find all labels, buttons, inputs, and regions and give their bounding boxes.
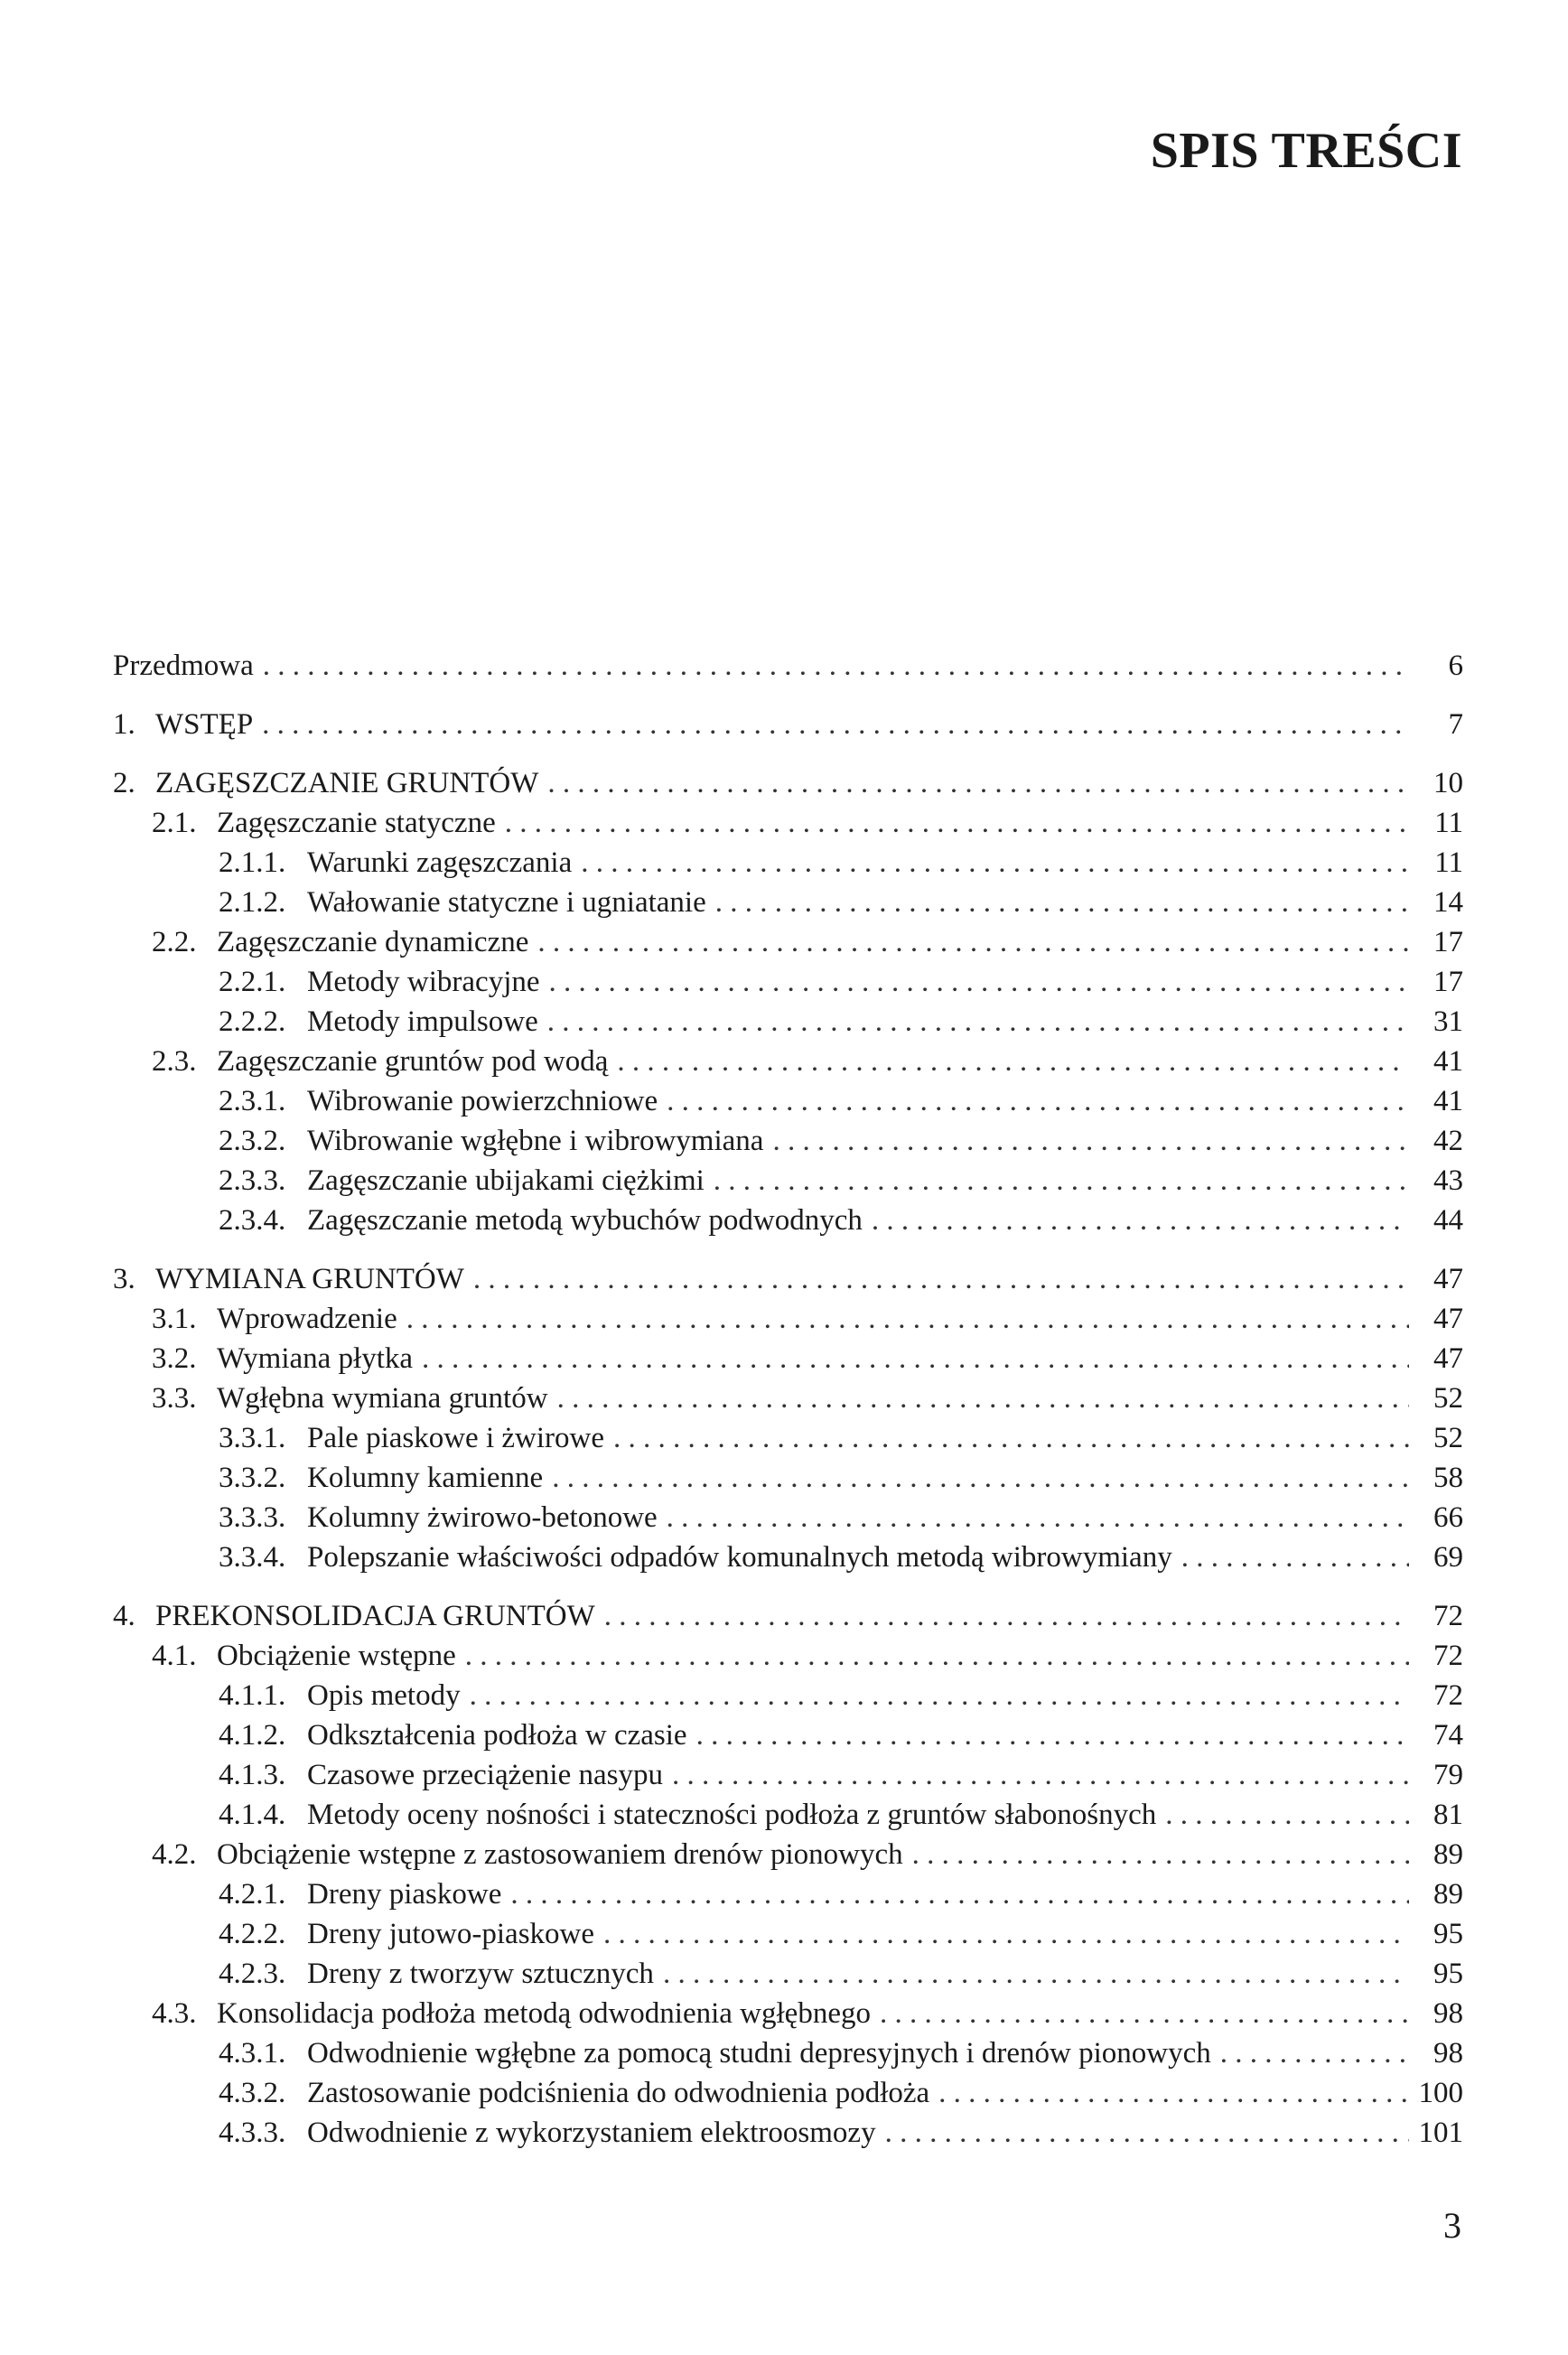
dot-leader [912, 1835, 1409, 1874]
toc-entry-number: 2.2.2. [219, 1005, 286, 1038]
toc-subsection-3-3-1[interactable] [113, 1418, 1463, 1458]
toc-section-4-2[interactable] [113, 1835, 1463, 1874]
toc-subsection-2-3-4[interactable] [113, 1201, 1463, 1240]
toc-entry-page: 47 [1433, 1303, 1463, 1335]
toc-entry-number: 4.3. [152, 1997, 197, 2030]
toc-entry-number: 2.3.1. [219, 1085, 286, 1117]
toc-entry-page: 17 [1433, 926, 1463, 958]
toc-entry-label: Polepszanie właściwości odpadów komunalnych metodą wibrowymiany [307, 1541, 1172, 1574]
toc-entry-number: 2.2.1. [219, 966, 286, 998]
toc-section-2-2[interactable] [113, 922, 1463, 962]
toc-entry-number: 3.3.4. [219, 1541, 286, 1574]
toc-entry-number: 4.1. [152, 1640, 197, 1672]
toc-entry-label: Odwodnienie z wykorzystaniem elektroosmozy [307, 2117, 876, 2149]
toc-entry-page: 41 [1433, 1085, 1463, 1117]
page-title: SPIS TREŚCI [1150, 123, 1462, 179]
dot-leader [880, 1994, 1409, 2033]
toc-entry-page: 7 [1448, 708, 1463, 741]
toc-entry-page: 98 [1433, 2037, 1463, 2070]
dot-leader [581, 843, 1409, 883]
toc-entry-number: 1. [113, 708, 135, 741]
dot-leader [406, 1299, 1409, 1339]
dot-leader [663, 1954, 1409, 1994]
toc-subsection-2-3-3[interactable] [113, 1161, 1463, 1201]
toc-subsection-3-3-4[interactable] [113, 1537, 1463, 1577]
toc-entry-number: 4.3.2. [219, 2077, 286, 2109]
toc-entry-number: 3.3. [152, 1382, 197, 1415]
toc-entry-label: Odkształcenia podłoża w czasie [307, 1719, 687, 1752]
toc-entry-number: 4. [113, 1600, 135, 1632]
toc-entry-page: 72 [1433, 1679, 1463, 1712]
toc-entry-label: Dreny z tworzyw sztucznych [307, 1958, 654, 1990]
toc-subsection-3-3-2[interactable] [113, 1458, 1463, 1498]
toc-entry-page: 74 [1433, 1719, 1463, 1752]
toc-subsection-3-3-3[interactable] [113, 1498, 1463, 1537]
toc-entry-number: 4.3.1. [219, 2037, 286, 2070]
toc-entry-label: Konsolidacja podłoża metodą odwodnienia wgłębnego [217, 1997, 871, 2030]
toc-entry-label: Obciążenie wstępne z zastosowaniem drenów pionowych [217, 1838, 903, 1871]
toc-section-3-1[interactable] [113, 1299, 1463, 1339]
toc-section-4-1[interactable] [113, 1636, 1463, 1676]
toc-entry-page: 47 [1433, 1263, 1463, 1295]
toc-entry-page: 72 [1433, 1600, 1463, 1632]
toc-entry-label: Zagęszczanie dynamiczne [217, 926, 529, 958]
dot-leader [696, 1715, 1409, 1755]
dot-leader [613, 1418, 1409, 1458]
toc-entry-label: Dreny jutowo-piaskowe [307, 1918, 595, 1950]
dot-leader [604, 1596, 1409, 1636]
toc-entry-number: 4.2. [152, 1838, 197, 1871]
dot-leader [263, 646, 1409, 686]
toc-entry-page: 42 [1433, 1125, 1463, 1157]
toc-entry-number: 2.3. [152, 1045, 197, 1078]
toc-entry-page: 17 [1433, 966, 1463, 998]
toc-entry-number: 4.1.3. [219, 1759, 286, 1791]
toc-entry-label: Czasowe przeciążenie nasypu [307, 1759, 663, 1791]
dot-leader [1165, 1795, 1409, 1835]
toc-section-2-1[interactable] [113, 803, 1463, 843]
toc-subsection-4-3-1[interactable] [113, 2033, 1463, 2073]
toc-chapter-4[interactable] [113, 1596, 1463, 1636]
toc-entry-number: 2. [113, 767, 135, 799]
toc-entry-label: Wymiana płytka [217, 1342, 414, 1375]
toc-entry-number: 2.3.2. [219, 1125, 286, 1157]
toc-entry-label: Metody oceny nośności i stateczności podłoża z gruntów słabonośnych [307, 1799, 1157, 1831]
toc-entry-page: 100 [1418, 2077, 1463, 2109]
toc-entry-page: 58 [1433, 1462, 1463, 1494]
toc-entry-page: 31 [1433, 1005, 1463, 1038]
toc-subsection-2-1-1[interactable] [113, 843, 1463, 883]
toc-section-2-3[interactable] [113, 1042, 1463, 1081]
toc-entry-page: 69 [1433, 1541, 1463, 1574]
toc-entry-page: 11 [1434, 846, 1463, 879]
dot-leader [547, 1002, 1409, 1042]
toc-subsection-2-2-1[interactable] [113, 962, 1463, 1002]
toc-entry-label: Kolumny kamienne [307, 1462, 544, 1494]
toc-entry-number: 4.2.2. [219, 1918, 286, 1950]
toc-entry-label: Metody impulsowe [307, 1005, 538, 1038]
toc-entry-number: 3.3.2. [219, 1462, 286, 1494]
toc-entry-page: 47 [1433, 1342, 1463, 1375]
toc-entry-number: 2.2. [152, 926, 197, 958]
toc-entry-label: Wałowanie statyczne i ugniatanie [307, 886, 706, 919]
dot-leader [714, 1161, 1409, 1201]
toc-entry-page: 43 [1433, 1164, 1463, 1197]
toc-entry-label: Wprowadzenie [217, 1303, 397, 1335]
toc-entry-page: 66 [1433, 1501, 1463, 1534]
toc-section-3-3[interactable] [113, 1378, 1463, 1418]
toc-entry-page: 11 [1434, 807, 1463, 839]
toc-entry-number: 4.1.2. [219, 1719, 286, 1752]
toc-entry-label: WYMIANA GRUNTÓW [155, 1263, 464, 1295]
toc-entry-number: 3. [113, 1263, 135, 1295]
toc-chapter-3[interactable] [113, 1259, 1463, 1299]
toc-entry-page: 79 [1433, 1759, 1463, 1791]
toc-entry-label: WSTĘP [155, 708, 254, 741]
dot-leader [473, 1259, 1409, 1299]
toc-entry-label: Przedmowa [113, 649, 254, 682]
toc-entry-number: 2.1.2. [219, 886, 286, 919]
toc-entry-page: 10 [1433, 767, 1463, 799]
dot-leader [557, 1378, 1409, 1418]
toc-subsection-4-2-2[interactable] [113, 1914, 1463, 1954]
toc-entry-number: 2.1.1. [219, 846, 286, 879]
dot-leader [772, 1121, 1409, 1161]
dot-leader [885, 2113, 1409, 2153]
dot-leader [505, 803, 1409, 843]
toc-subsection-4-2-1[interactable] [113, 1874, 1463, 1914]
toc-section-4-3[interactable] [113, 1994, 1463, 2033]
dot-leader [262, 705, 1409, 744]
toc-subsection-4-1-1[interactable] [113, 1676, 1463, 1715]
toc-entry-label: Zagęszczanie metodą wybuchów podwodnych [307, 1204, 863, 1237]
toc-entry-number: 3.1. [152, 1303, 197, 1335]
dot-leader [552, 1458, 1409, 1498]
dot-leader [715, 883, 1409, 922]
toc-entry-number: 3.3.3. [219, 1501, 286, 1534]
toc-entry-label: Odwodnienie wgłębne za pomocą studni depresyjnych i drenów pionowych [307, 2037, 1211, 2070]
toc-entry-label: Obciążenie wstępne [217, 1640, 456, 1672]
toc-entry-label: Wibrowanie powierzchniowe [307, 1085, 658, 1117]
toc-entry-label: Zagęszczanie ubijakami ciężkimi [307, 1164, 705, 1197]
toc-entry-page: 98 [1433, 1997, 1463, 2030]
toc-subsection-4-3-2[interactable] [113, 2073, 1463, 2113]
toc-subsection-4-3-3[interactable] [113, 2113, 1463, 2153]
toc-entry-label: Pale piaskowe i żwirowe [307, 1422, 604, 1454]
toc-entry-page: 52 [1433, 1382, 1463, 1415]
dot-leader [1181, 1537, 1409, 1577]
toc-entry-label: Opis metody [307, 1679, 461, 1712]
toc-entry-number: 4.2.3. [219, 1958, 286, 1990]
toc-entry-page: 52 [1433, 1422, 1463, 1454]
toc-entry-page: 89 [1433, 1878, 1463, 1911]
toc-entry-page: 44 [1433, 1204, 1463, 1237]
toc-entry-number: 2.3.4. [219, 1204, 286, 1237]
toc-subsection-4-1-4[interactable] [113, 1795, 1463, 1835]
toc-entry-label: Wgłębna wymiana gruntów [217, 1382, 548, 1415]
toc-subsection-4-1-2[interactable] [113, 1715, 1463, 1755]
toc-subsection-2-3-2[interactable] [113, 1121, 1463, 1161]
dot-leader [470, 1676, 1409, 1715]
toc-entry-number: 2.3.3. [219, 1164, 286, 1197]
dot-leader [547, 763, 1409, 803]
toc-entry-page: 6 [1448, 649, 1463, 682]
toc-entry-label: Zagęszczanie gruntów pod wodą [217, 1045, 609, 1078]
toc-subsection-2-1-2[interactable] [113, 883, 1463, 922]
toc-entry-page: 81 [1433, 1799, 1463, 1831]
toc-entry-page: 89 [1433, 1838, 1463, 1871]
toc-entry-label: Wibrowanie wgłębne i wibrowymiana [307, 1125, 764, 1157]
toc-entry-page: 41 [1433, 1045, 1463, 1078]
toc-entry-number: 4.1.4. [219, 1799, 286, 1831]
toc-entry-page: 95 [1433, 1918, 1463, 1950]
toc-entry-label: PREKONSOLIDACJA GRUNTÓW [155, 1600, 595, 1632]
toc-subsection-2-3-1[interactable] [113, 1081, 1463, 1121]
toc-entry-number: 4.2.1. [219, 1878, 286, 1911]
toc-entry-page: 72 [1433, 1640, 1463, 1672]
dot-leader [617, 1042, 1409, 1081]
dot-leader [938, 2073, 1409, 2113]
dot-leader [603, 1914, 1409, 1954]
toc-subsection-2-2-2[interactable] [113, 1002, 1463, 1042]
table-of-contents [113, 646, 1463, 2153]
toc-entry-label: Warunki zagęszczania [307, 846, 573, 879]
dot-leader [510, 1874, 1409, 1914]
dot-leader [537, 922, 1409, 962]
toc-entry-page: 14 [1433, 886, 1463, 919]
toc-entry-label: Dreny piaskowe [307, 1878, 502, 1911]
toc-subsection-4-2-3[interactable] [113, 1954, 1463, 1994]
dot-leader [422, 1339, 1409, 1378]
toc-chapter-1[interactable] [113, 705, 1463, 744]
dot-leader [872, 1201, 1409, 1240]
dot-leader [465, 1636, 1409, 1676]
toc-entry-label: Zastosowanie podciśnienia do odwodnienia podłoża [307, 2077, 930, 2109]
page-number: 3 [1443, 2205, 1461, 2246]
toc-entry-preface[interactable] [113, 646, 1463, 686]
toc-entry-label: Kolumny żwirowo-betonowe [307, 1501, 658, 1534]
toc-entry-number: 4.1.1. [219, 1679, 286, 1712]
dot-leader [549, 962, 1409, 1002]
toc-chapter-2[interactable] [113, 763, 1463, 803]
toc-entry-page: 95 [1433, 1958, 1463, 1990]
toc-subsection-4-1-3[interactable] [113, 1755, 1463, 1795]
toc-entry-number: 4.3.3. [219, 2117, 286, 2149]
toc-entry-number: 2.1. [152, 807, 197, 839]
dot-leader [667, 1498, 1409, 1537]
toc-entry-label: Zagęszczanie statyczne [217, 807, 496, 839]
dot-leader [667, 1081, 1409, 1121]
toc-section-3-2[interactable] [113, 1339, 1463, 1378]
toc-entry-page: 101 [1418, 2117, 1463, 2149]
toc-entry-label: Metody wibracyjne [307, 966, 540, 998]
dot-leader [1220, 2033, 1409, 2073]
toc-entry-label: ZAGĘSZCZANIE GRUNTÓW [155, 767, 539, 799]
toc-entry-number: 3.3.1. [219, 1422, 286, 1454]
dot-leader [672, 1755, 1409, 1795]
toc-entry-number: 3.2. [152, 1342, 197, 1375]
